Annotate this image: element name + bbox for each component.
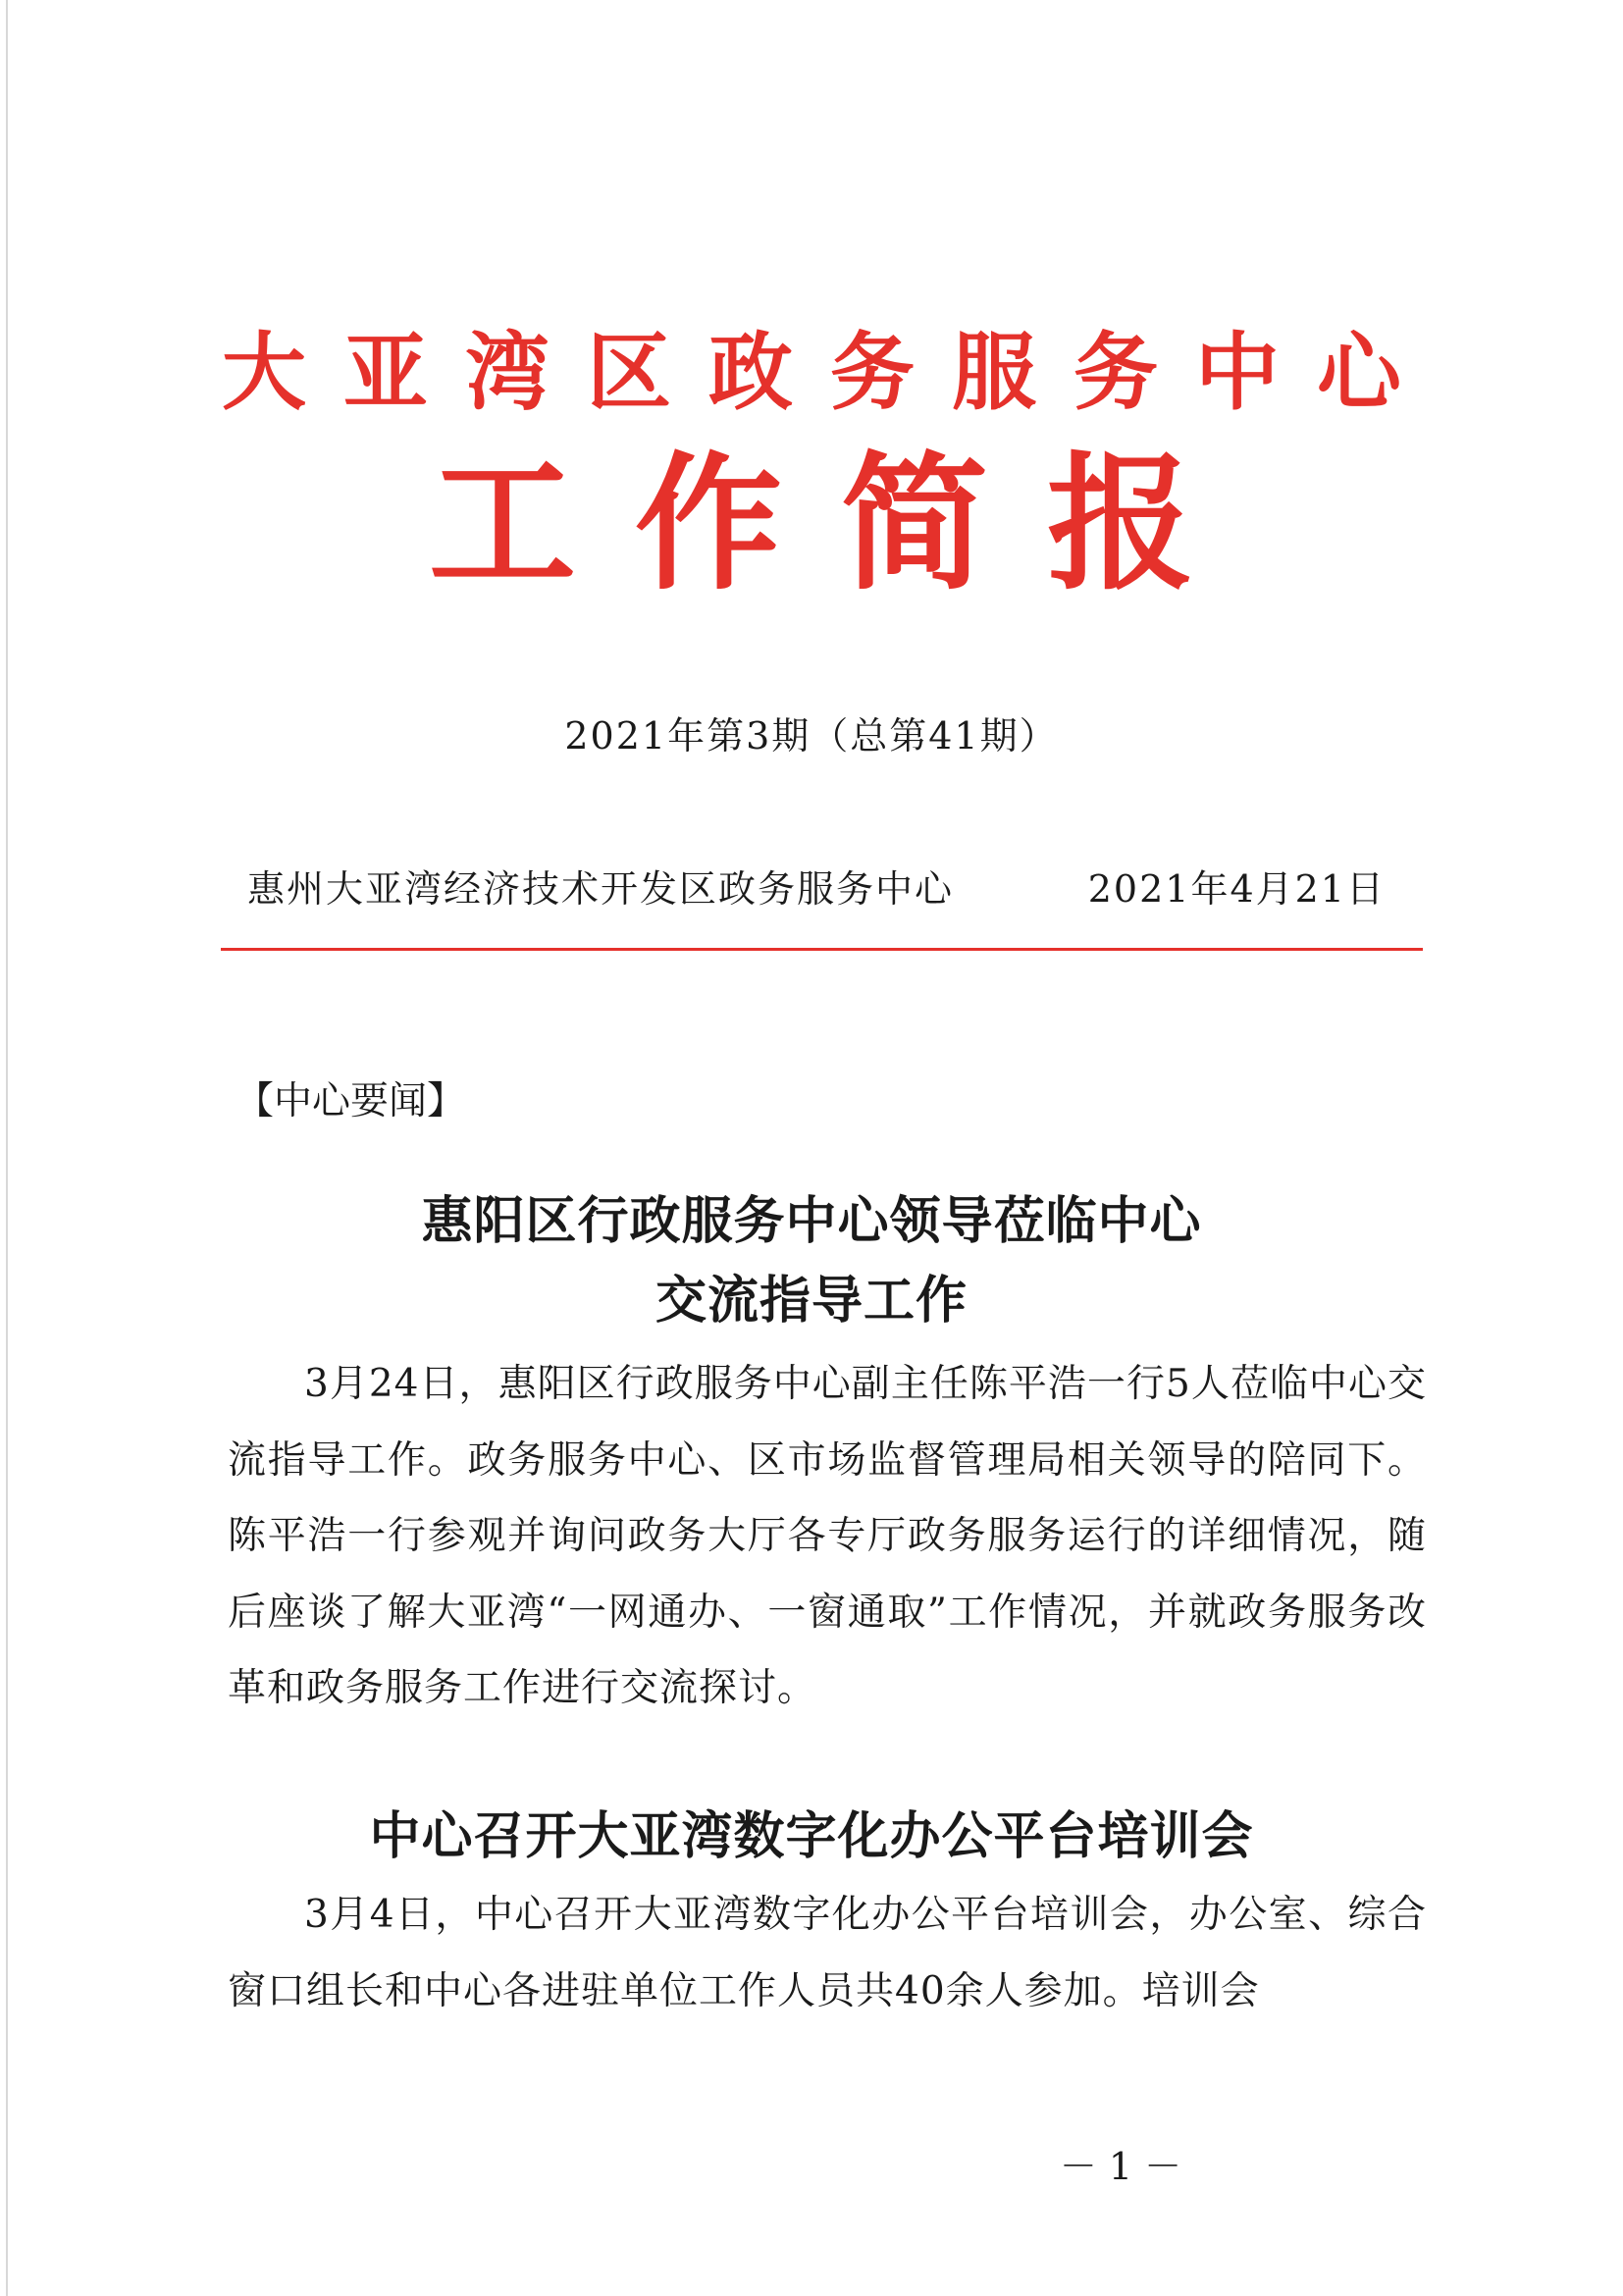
article-2-title: 中心召开大亚湾数字化办公平台培训会 (369, 1806, 1254, 1866)
page-number: － 1 － (1059, 2145, 1182, 2188)
publisher-line (247, 861, 1386, 916)
section-tag: 【中心要闻】 (236, 1079, 466, 1123)
issue-number: 2021年第3期（总第41期） (564, 714, 1059, 757)
publish-date: 2021年4月21日 (1087, 867, 1386, 911)
article-1-title-line-1: 惠阳区行政服务中心领导莅临中心 (421, 1191, 1202, 1251)
publisher-name: 惠州大亚湾经济技术开发区政务服务中心 (247, 867, 955, 911)
masthead-organization: 大亚湾区政务服务中心 (222, 324, 1439, 422)
article-1-title-line-2: 交流指导工作 (654, 1271, 968, 1331)
article-2-body: 3月4日，中心召开大亚湾数字化办公平台培训会，办公室、综合窗口组长和中心各进驻单位工作人员共40余人参加。培训会 (228, 1893, 1427, 2013)
article-1-body: 3月24日，惠阳区行政服务中心副主任陈平浩一行5人莅临中心交流指导工作。政务服务中心、区市场监督管理局相关领导的陪同下。陈平浩一行参观并询问政务大厅各专厅政务服务运行的详细情况，随后座谈了解大亚湾“一网通办、一窗通取”工作情况，并就政务服务改革和政务服务工作进行交流探讨。 (228, 1362, 1427, 1710)
masthead-publication-title: 工作简报 (428, 440, 1253, 610)
red-divider-line (221, 948, 1423, 951)
